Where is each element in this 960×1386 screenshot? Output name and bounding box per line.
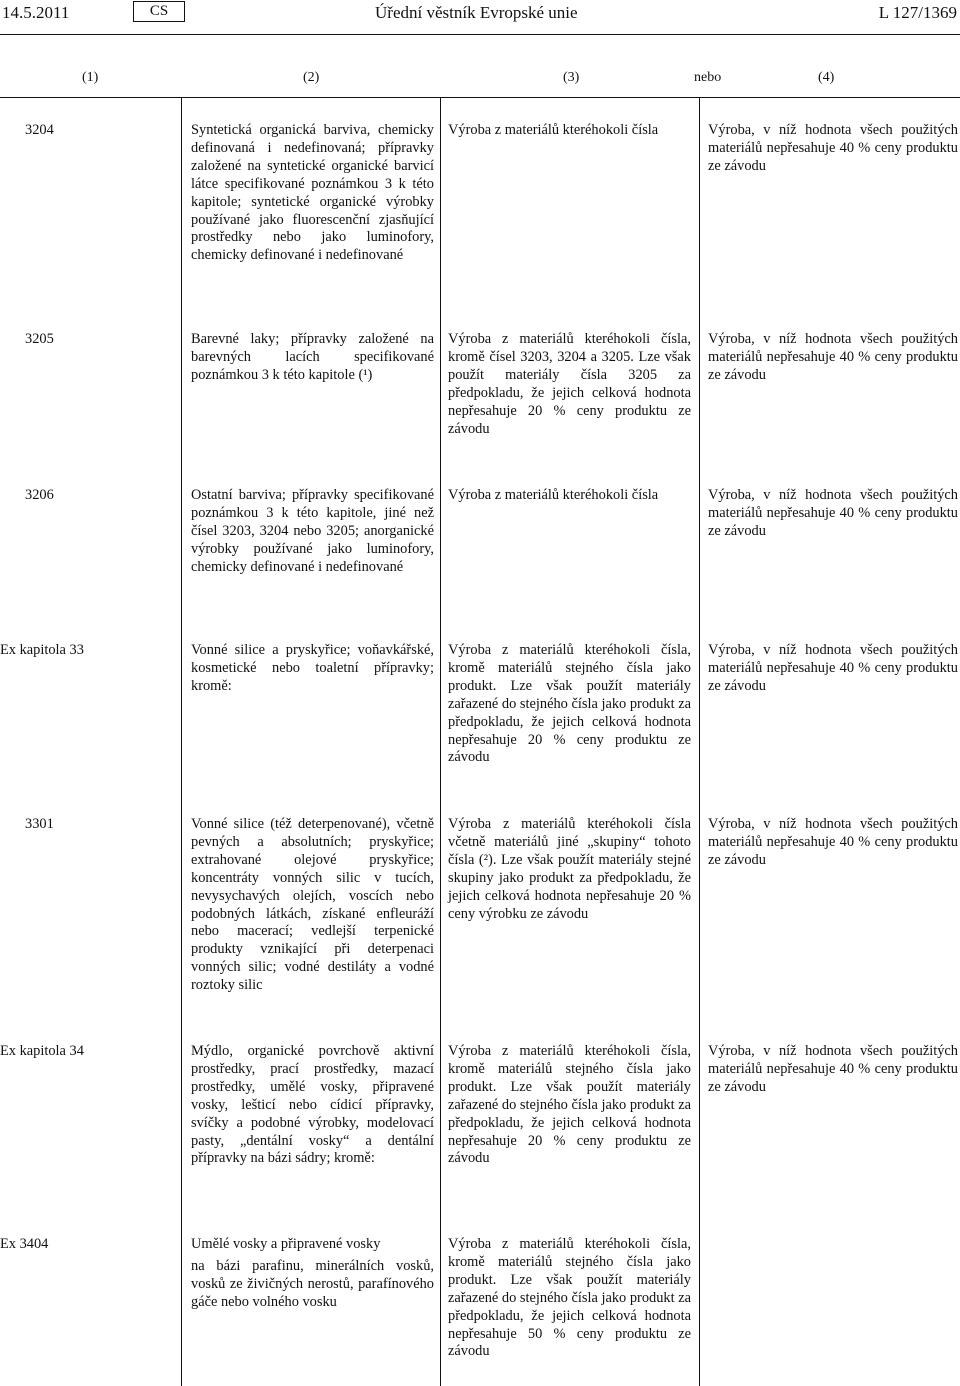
heading-number: Ex kapitola 34 [0,1043,84,1059]
page-reference: L 127/1369 [878,3,957,22]
alternative-rule: Výroba, v níž hodnota všech použitých materiálů nepřesahuje 40 % ceny produktu ze závodu [708,331,958,383]
publication-date: 14.5.2011 [2,3,70,22]
alternative-rule: Výroba, v níž hodnota všech použitých materiálů nepřesahuje 40 % ceny produktu ze závodu [708,816,958,868]
working-rule: Výroba z materiálů kteréhokoli čísla včetně materiálů jiné „skupiny“ tohoto čísla (²). Lze však použít materiály stejné skupiny jako produkt za předpokladu, že jejich celková hodnota nepřesahuje 20 % ceny výrobku ze závodu [448,816,691,922]
heading-number: 3205 [25,331,54,347]
heading-number: Ex 3404 [0,1236,49,1252]
description-line: Mýdlo, organické povrchově aktivní prostředky, prací prostředky, mazací prostředky, umělé vosky, připravené vosky, lešticí nebo cídicí přípravky, svíčky a podobné výrobky, modelovací pasty, „dentální vosky“ a dentální přípravky na bázi sádry; kromě: [191,1043,434,1167]
column-divider [181,97,182,1386]
column-divider [699,97,700,1386]
column-header-2: (2) [303,70,320,85]
column-header-1: (1) [82,70,99,85]
column-header-or: nebo [694,70,722,85]
product-description [191,642,434,696]
working-rule: Výroba z materiálů kteréhokoli čísla [448,122,659,138]
description-line: na bázi parafinu, minerálních vosků, vosků ze živičných nerostů, parafínového gáče nebo volného vosku [191,1257,434,1310]
heading-number: Ex kapitola 33 [0,642,84,658]
heading-number: 3301 [25,816,54,832]
column-divider [440,97,441,1386]
description-line: Syntetická organická barviva, chemicky definovaná i nedefinovaná; přípravky založené na syntetické organické barvicí látce specifikované poznámkou 3 k této kapitole; syntetické organické výrobky používané jako fluorescenční zjasňující prostředky nebo jako luminofory, chemicky definované i nedefinované [191,122,434,264]
alternative-rule: Výroba, v níž hodnota všech použitých materiálů nepřesahuje 40 % ceny produktu ze závodu [708,487,958,539]
product-description [191,1043,434,1168]
column-header-4: (4) [818,70,835,85]
page-header [0,0,960,30]
product-description [191,1236,434,1312]
description-line: Vonné silice a pryskyřice; voňavkářské, kosmetické nebo toaletní přípravky; kromě: [191,642,434,694]
table-header-divider [0,97,960,98]
alternative-rule: Výroba, v níž hodnota všech použitých materiálů nepřesahuje 40 % ceny produktu ze závodu [708,122,958,174]
working-rule: Výroba z materiálů kteréhokoli čísla, kromě čísel 3203, 3204 a 3205. Lze však použít materiály čísla 3205 za předpokladu, že jejich celková hodnota nepřesahuje 20 % ceny produktu ze závodu [448,331,691,437]
working-rule: Výroba z materiálů kteréhokoli čísla, kromě materiálů stejného čísla jako produkt. Lze však použít materiály zařazené do stejného čísla jako produkt za předpokladu, že jejich celková hodnota nepřesahuje 50 % ceny produktu ze závodu [448,1236,691,1360]
product-description [191,487,434,577]
alternative-rule: Výroba, v níž hodnota všech použitých materiálů nepřesahuje 40 % ceny produktu ze závodu [708,642,958,694]
description-line: Umělé vosky a připravené vosky [191,1236,381,1252]
alternative-rule: Výroba, v níž hodnota všech použitých materiálů nepřesahuje 40 % ceny produktu ze závodu [708,1043,958,1095]
journal-title: Úřední věstník Evropské unie [375,3,578,22]
product-description [191,122,434,265]
description-line: Ostatní barviva; přípravky specifikované poznámkou 3 k této kapitole, jiné než čísel 3203, 3204 nebo 3205; anorganické výrobky používané jako luminofory, chemicky definované i nedefinované [191,487,434,575]
column-header-3: (3) [563,70,580,85]
product-description [191,816,434,995]
description-line: Barevné laky; přípravky založené na barevných lacích specifikované poznámkou 3 k této kapitole (¹) [191,331,434,383]
product-description [191,331,434,385]
language-badge: CS [133,1,185,22]
working-rule: Výroba z materiálů kteréhokoli čísla [448,487,659,503]
header-divider [0,34,960,35]
working-rule: Výroba z materiálů kteréhokoli čísla, kromě materiálů stejného čísla jako produkt. Lze však použít materiály zařazené do stejného čísla jako produkt za předpokladu, že jejich celková hodnota nepřesahuje 20 % ceny produktu ze závodu [448,642,691,766]
heading-number: 3206 [25,487,54,503]
heading-number: 3204 [25,122,54,138]
column-headers [0,70,960,90]
description-line: Vonné silice (též deterpenované), včetně pevných a absolutních; pryskyřice; extrahované olejové pryskyřice; koncentráty vonných silic v tucích, nevysychavých olejích, voscích nebo podobných látkách, získané enfleuráží nebo macerací; vedlejší terpenické produkty vznikající při deterpenaci vonných silic; vodné destiláty a vodné roztoky silic [191,816,434,994]
working-rule: Výroba z materiálů kteréhokoli čísla, kromě materiálů stejného čísla jako produkt. Lze však použít materiály zařazené do stejného čísla jako produkt za předpokladu, že jejich celková hodnota nepřesahuje 20 % ceny produktu ze závodu [448,1043,691,1167]
